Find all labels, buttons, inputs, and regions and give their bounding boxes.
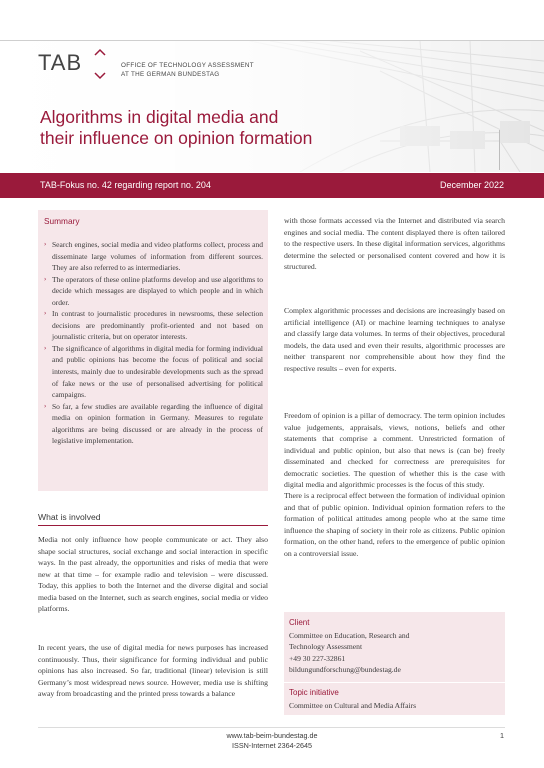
summary-item-text: So far, a few studies are available regarding the influence of digital media on opinion formation in Germany. Measures to regulate algorithms are being discussed or are already in the process of legislative implementation.	[52, 401, 263, 446]
summary-item	[44, 401, 263, 447]
footer-rule	[38, 727, 505, 728]
institution-line-2: AT THE GERMAN BUNDESTAG	[121, 71, 220, 78]
section-rule	[38, 525, 268, 526]
arrow-right-icon: ›	[44, 275, 47, 283]
institution-name	[121, 61, 254, 79]
title-line-1: Algorithms in digital media and	[40, 107, 279, 127]
body-paragraph: There is a reciprocal effect between the formation of individual opinion and that of public opinion. Individual opinion formation refers to the formation of political attitudes among people who at the same time influence the shaping of society in their role as citizens. Public opinion formation, on the other hand, refers to the emergence of public opinion on a controversial issue.	[284, 491, 505, 558]
summary-item	[44, 343, 263, 401]
client-phone: +49 30 227-32861	[289, 654, 346, 663]
summary-box	[38, 210, 268, 491]
section-heading: What is involved	[38, 512, 101, 522]
summary-item	[44, 308, 263, 343]
client-info-box	[284, 612, 505, 715]
arrow-right-icon: ›	[44, 344, 47, 352]
arrow-right-icon: ›	[44, 402, 47, 410]
body-paragraph: Complex algorithmic processes and decisions are increasingly based on artificial intelligence (AI) or machine learning techniques to analyse and classify large data volumes. In terms of their objectives, procedural models, the data used and even their results, algorithmic processes are neither transparent nor comprehensible about how they find the respective results – even for experts.	[284, 306, 505, 373]
summary-item	[44, 274, 263, 309]
summary-item-text: The operators of these online platforms develop and use algorithms to decide which messages are displayed to which people and in which order.	[52, 274, 263, 307]
client-line-2: Technology Assessment	[289, 642, 363, 651]
summary-list	[44, 239, 263, 447]
body-paragraph: with those formats accessed via the Internet and distributed via search engines and social media. The content displayed there is often tailored to the respective users. In these digital information services, algorithms determine the selected or personalised content covered and how it is structured.	[284, 216, 505, 271]
page-number: 1	[500, 731, 504, 740]
info-divider	[284, 682, 505, 683]
body-paragraph: Freedom of opinion is a pillar of democracy. The term opinion includes value judgements, appraisals, views, notions, beliefs and other statements that comprise a comment. Unrestricted formation of individual and public opinion, but also that news is (can be) freely disseminated and checked for correctness are prerequisites for democratic societies. The question of whether this is the case with digital media and algorithmic processes is the focus of this study.	[284, 411, 505, 489]
summary-item-text: In contrast to journalistic procedures in newsrooms, these selection decisions are predominantly profit-oriented and not based on journalistic criteria, but on operator interests.	[52, 309, 263, 342]
footer-url[interactable]: www.tab-beim-bundestag.de	[226, 731, 318, 740]
page-title	[40, 107, 312, 148]
topic-value: Committee on Cultural and Media Affairs	[289, 701, 417, 710]
summary-item-text: Search engines, social media and video platforms collect, process and disseminate large volumes of information from different sources. They are also referred to as intermediaries.	[52, 240, 263, 273]
summary-item-text: The significance of algorithms in digital media for forming individual and public opinions has become the focus of political and social interests, mainly due to undesirable developments such as the spread of fake news or the use of personalised advertising for political campaigns.	[52, 343, 263, 400]
logo-text: TAB	[38, 50, 83, 75]
footer	[0, 731, 544, 750]
footer-issn: ISSN-Internet 2364-2645	[232, 740, 312, 750]
body-paragraph: Media not only influence how people communicate or act. They also shape social structures, social exchange and social interaction in specific ways. In the past already, the opportunities and risks of media that were new at that time – for example radio and television – were discussed. Today, this applies to both the Internet and the diverse digital and social media based on the Internet, such as search engines, social media or video platforms.	[38, 535, 268, 613]
topic-label: Topic initiative	[289, 688, 339, 697]
tab-logo	[38, 50, 110, 80]
client-line-1: Committee on Education, Research and	[289, 631, 410, 640]
summary-heading: Summary	[44, 216, 80, 226]
publication-date: December 2022	[439, 180, 504, 190]
photo-credit-mark	[497, 130, 503, 170]
client-email[interactable]: bildungundforschung@bundestag.de	[289, 665, 401, 674]
arrow-right-icon: ›	[44, 241, 47, 248]
publication-band	[0, 173, 544, 198]
institution-line-1: OFFICE OF TECHNOLOGY ASSESSMENT	[121, 62, 254, 69]
client-label: Client	[289, 618, 310, 627]
title-line-2: their influence on opinion formation	[40, 127, 313, 148]
body-paragraph: In recent years, the use of digital media for news purposes has increased continuously. Thus, their significance for forming individual and public opinions has also increased. So far, traditional (linear) television is still Germany’s most widespread news source. However, media use is shifting away from broadcasting and the printed press towards a balance	[38, 643, 268, 698]
logo-chevrons-icon	[93, 48, 107, 80]
summary-item	[44, 239, 263, 274]
series-label: TAB-Fokus no. 42 regarding report no. 204	[40, 180, 211, 190]
arrow-right-icon: ›	[44, 310, 47, 318]
